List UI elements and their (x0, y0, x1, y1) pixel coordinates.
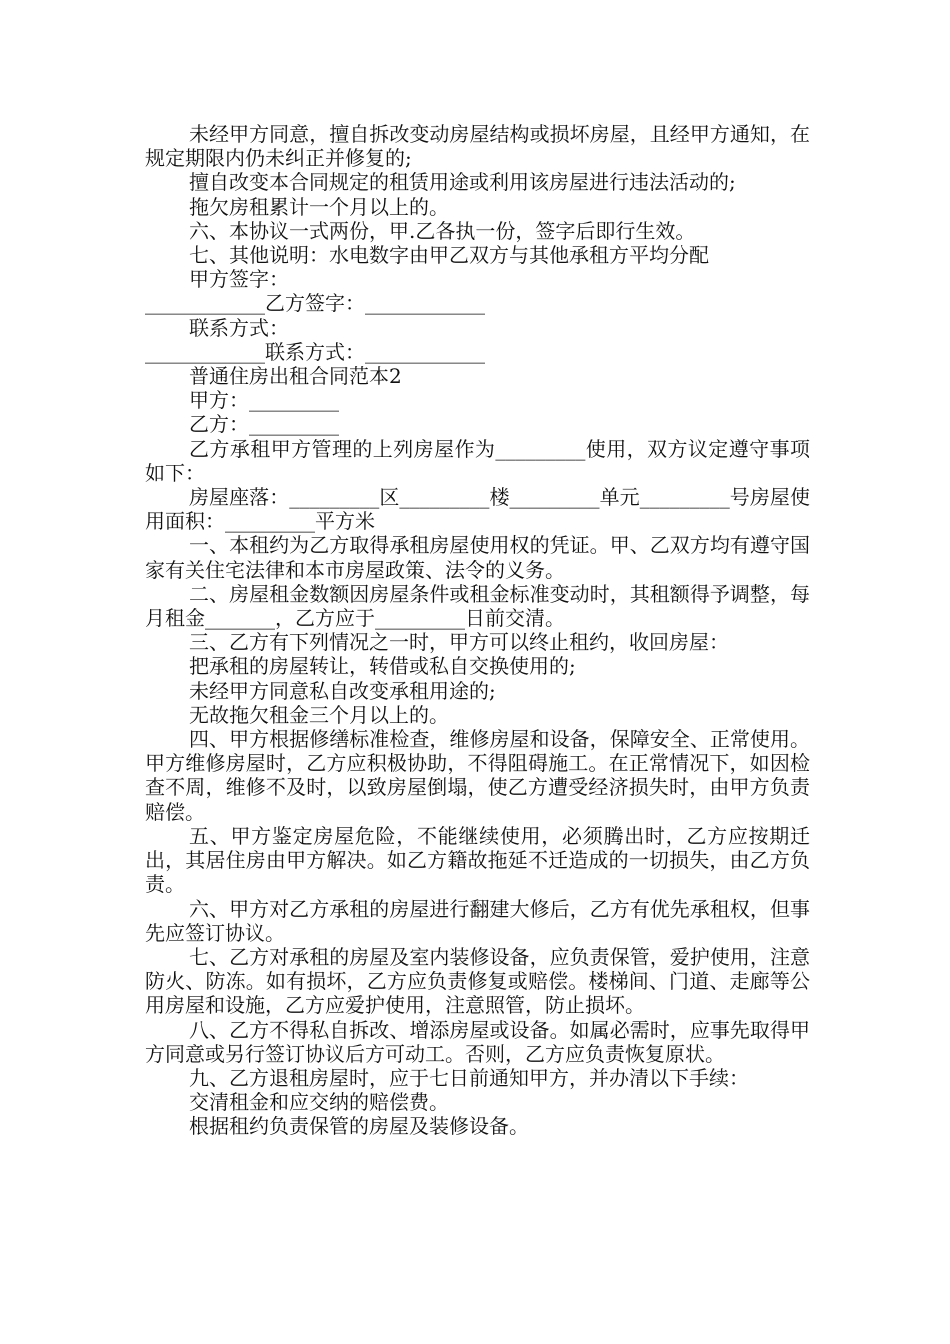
party-b-line: 乙方：_________ (189, 412, 339, 437)
signature-line: ____________乙方签字：____________ (145, 291, 485, 316)
paragraph: 擅自改变本合同规定的租赁用途或利用该房屋进行违法活动的; (189, 170, 736, 195)
paragraph: 九、乙方退租房屋时，应于七日前通知甲方，并办清以下手续： (189, 1065, 749, 1090)
contact-line: ____________联系方式：____________ (145, 339, 485, 364)
paragraph: 一、本租约为乙方取得承租房屋使用权的凭证。甲、乙双方均有遵守国家有关住宅法律和本市房屋政策、法令的义务。 (145, 533, 810, 582)
paragraph: 七、乙方对承租的房屋及室内装修设备，应负责保管，爱护使用，注意防火、防冻。如有损坏，乙方应负责修复或赔偿。楼梯间、门道、走廊等公用房屋和设施，乙方应爱护使用，注意照管，防止损坏。 (145, 944, 810, 1018)
paragraph: 交清租金和应交纳的赔偿费。 (189, 1090, 449, 1115)
paragraph: 根据租约负责保管的房屋及装修设备。 (189, 1114, 529, 1139)
paragraph: 未经甲方同意私自改变承租用途的; (189, 678, 496, 703)
paragraph: 把承租的房屋转让，转借或私自交换使用的; (189, 654, 576, 679)
paragraph: 六、甲方对乙方承租的房屋进行翻建大修后，乙方有优先承租权，但事先应签订协议。 (145, 896, 810, 945)
paragraph: 未经甲方同意，擅自拆改变动房屋结构或损坏房屋，且经甲方通知，在规定期限内仍未纠正并修复的; (145, 122, 810, 171)
contact-label: 联系方式： (189, 315, 289, 340)
paragraph: 四、甲方根据修缮标准检查，维修房屋和设备，保障安全、正常使用。甲方维修房屋时，乙方应积极协助，不得阻碍施工。在正常情况下，如因检查不周，维修不及时，以致房屋倒塌，使乙方遭受经济损失时，由甲方负责赔偿。 (145, 727, 810, 824)
party-a-signature-label: 甲方签字： (189, 267, 289, 292)
party-a-line: 甲方：_________ (189, 388, 339, 413)
paragraph: 七、其他说明：水电数字由甲乙双方与其他承租方平均分配 (189, 243, 709, 268)
document-body (145, 122, 810, 1139)
paragraph: 六、本协议一式两份，甲.乙各执一份，签字后即行生效。 (189, 218, 696, 243)
paragraph: 八、乙方不得私自拆改、增添房屋或设备。如属必需时，应事先取得甲方同意或另行签订协议后方可动工。否则，乙方应负责恢复原状。 (145, 1017, 810, 1066)
paragraph: 乙方承租甲方管理的上列房屋作为_________使用，双方议定遵守事项如下： (145, 436, 810, 485)
section-title: 普通住房出租合同范本2 (189, 364, 402, 389)
paragraph: 拖欠房租累计一个月以上的。 (189, 194, 449, 219)
paragraph: 三、乙方有下列情况之一时，甲方可以终止租约，收回房屋： (189, 630, 729, 655)
paragraph: 无故拖欠租金三个月以上的。 (189, 702, 449, 727)
paragraph: 二、房屋租金数额因房屋条件或租金标准变动时，其租额得予调整，每月租金_______，乙方应于_________日前交清。 (145, 581, 810, 631)
paragraph: 五、甲方鉴定房屋危险，不能继续使用，必须腾出时，乙方应按期迁出，其居住房由甲方解决。如乙方籍故拖延不迁造成的一切损失，由乙方负责。 (145, 823, 810, 897)
paragraph: 房屋座落：_________区_________楼_________单元_________号房屋使用面积：_________平方米 (145, 485, 810, 534)
